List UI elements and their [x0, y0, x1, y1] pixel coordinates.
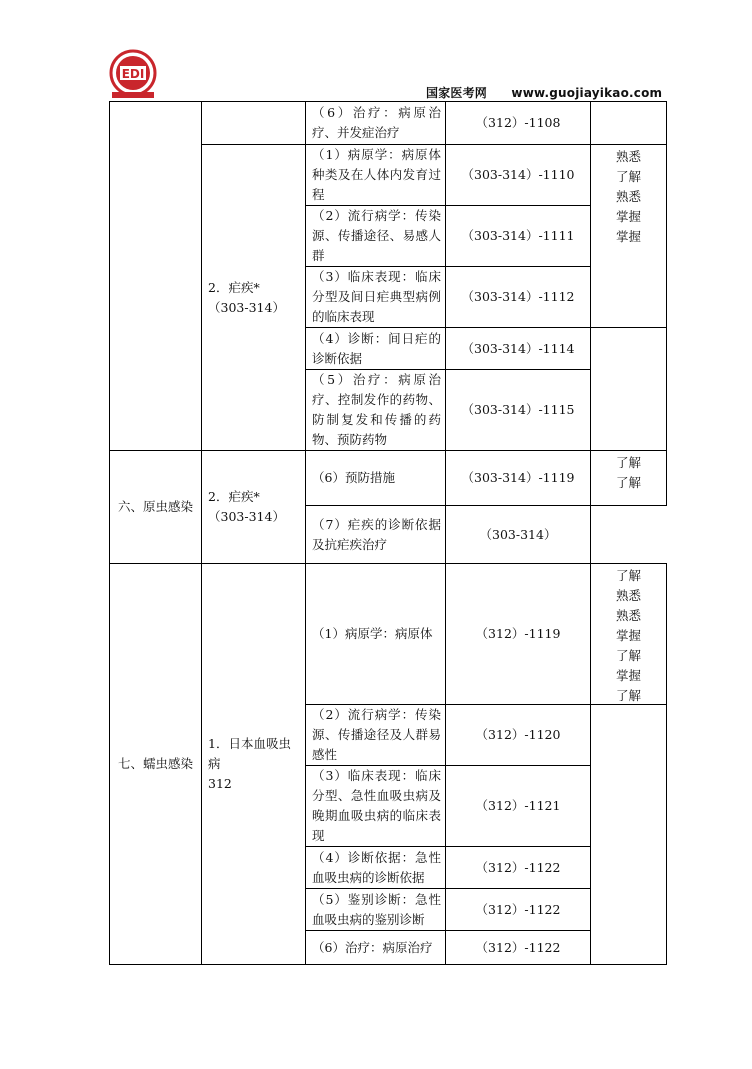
category-cell: 七、蠕虫感染 — [109, 563, 202, 965]
code-cell: （303-314） — [445, 505, 591, 564]
code-cell: （303-314）-1111 — [445, 205, 591, 267]
item-cell: （6）治疗：病原治疗 — [305, 930, 446, 965]
level-text: 熟悉 — [615, 608, 641, 623]
item-cell: （2）流行病学：传染源、传播途径、易感人群 — [305, 205, 446, 267]
level-text: 了解 — [615, 475, 641, 490]
item-cell: （4）诊断依据：急性血吸虫病的诊断依据 — [305, 846, 446, 889]
level-text: 了解 — [615, 455, 641, 470]
item-cell: （7）疟疾的诊断依据及抗疟疾治疗 — [305, 505, 446, 564]
subcategory-cell — [201, 563, 306, 965]
item-cell: （2）流行病学：传染源、传播途径及人群易感性 — [305, 704, 446, 766]
level-text: 掌握 — [615, 209, 641, 224]
subcategory-cell — [201, 450, 306, 564]
code-cell: （303-314）-1114 — [445, 327, 591, 370]
category-cell-empty — [109, 101, 202, 451]
code-cell: （312）-1122 — [445, 846, 591, 889]
subcategory-cell-empty — [201, 101, 306, 145]
item-cell: （5）鉴别诊断：急性血吸虫病的鉴别诊断 — [305, 888, 446, 931]
item-cell: （6）预防措施 — [305, 450, 446, 506]
subcategory-title: 2．疟疾* — [208, 489, 260, 504]
level-cell-empty — [590, 704, 667, 965]
svg-text:EDI: EDI — [121, 67, 145, 81]
item-cell: （4）诊断：间日疟的诊断依据 — [305, 327, 446, 370]
level-text: 熟悉 — [615, 189, 641, 204]
level-text: 了解 — [615, 688, 641, 703]
code-cell: （303-314）-1112 — [445, 266, 591, 328]
subcategory-title-cont: 病 — [208, 756, 221, 771]
code-cell: （303-314）-1119 — [445, 450, 591, 506]
code-cell: （312）-1122 — [445, 888, 591, 931]
code-cell: （312）-1108 — [445, 101, 591, 145]
subcategory-title: 2．疟疾* — [208, 279, 260, 295]
code-cell: （312）-1122 — [445, 930, 591, 965]
level-cell-empty — [590, 327, 667, 451]
item-cell: （6）治疗：病原治疗、并发症治疗 — [305, 101, 446, 145]
code-cell: （303-314）-1110 — [445, 144, 591, 206]
level-cell-empty — [590, 101, 667, 145]
site-name: 国家医考网 — [426, 86, 488, 100]
subcategory-cell — [201, 144, 306, 451]
level-cell — [590, 144, 667, 328]
level-cell — [590, 563, 667, 705]
level-text: 熟悉 — [615, 588, 641, 603]
category-cell: 六、原虫感染 — [109, 450, 202, 564]
code-cell: （312）-1121 — [445, 765, 591, 847]
code-cell: （312）-1120 — [445, 704, 591, 766]
item-cell: （3）临床表现：临床分型及间日疟典型病例的临床表现 — [305, 266, 446, 328]
subcategory-code: （303-314） — [208, 299, 285, 315]
code-cell: （312）-1119 — [445, 563, 591, 705]
code-cell: （303-314）-1115 — [445, 369, 591, 451]
item-cell: （1）病原学：病原体 — [305, 563, 446, 705]
site-url[interactable]: www.guojiayikao.com — [511, 86, 663, 100]
level-text: 掌握 — [615, 668, 641, 683]
logo — [109, 48, 157, 100]
item-cell: （1）病原学：病原体种类及在人体内发育过程 — [305, 144, 446, 206]
level-text: 掌握 — [615, 229, 641, 244]
level-text: 了解 — [615, 169, 641, 184]
item-cell: （3）临床表现：临床分型、急性血吸虫病及晚期血吸虫病的临床表现 — [305, 765, 446, 847]
level-text: 了解 — [615, 648, 641, 663]
level-text: 了解 — [615, 568, 641, 583]
subcategory-title: 1．日本血吸虫 — [208, 736, 291, 751]
level-text: 熟悉 — [615, 149, 641, 164]
subcategory-code: 312 — [208, 776, 232, 791]
site-header — [426, 84, 662, 101]
level-cell — [590, 450, 667, 506]
subcategory-code: （303-314） — [208, 509, 285, 524]
item-cell: （5）治疗：病原治疗、控制发作的药物、防制复发和传播的药物、预防药物 — [305, 369, 446, 451]
level-text: 掌握 — [615, 628, 641, 643]
